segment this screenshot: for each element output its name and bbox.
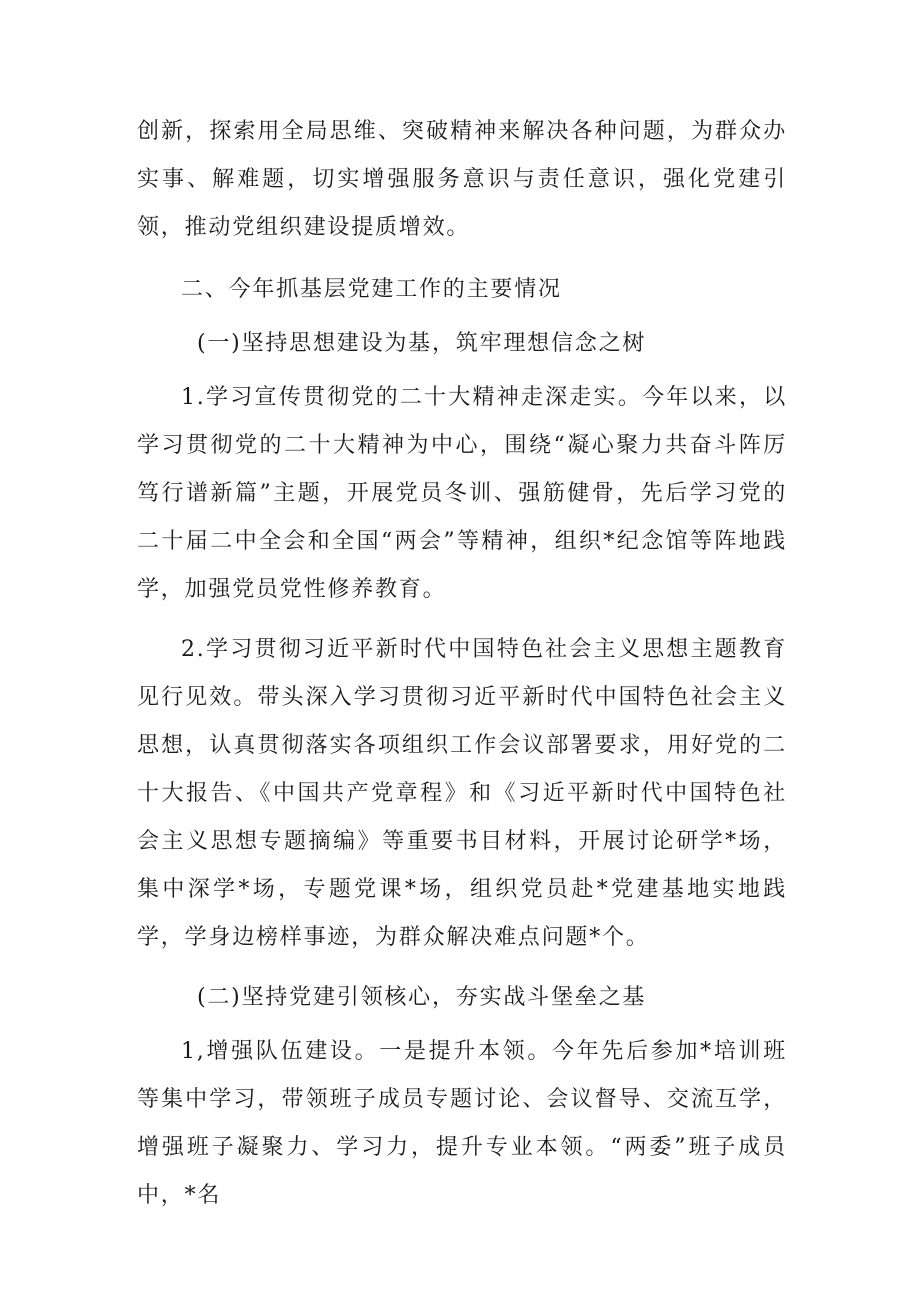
paragraph-continuation: 创新，探索用全局思维、突破精神来解决各种问题，为群众办实事、解难题，切实增强服务意识与责任意识，强化党建引领，推动党组织建设提质增效。 bbox=[137, 119, 787, 240]
document-body bbox=[137, 108, 787, 1220]
paragraph-item-2: 2.学习贯彻习近平新时代中国特色社会主义思想主题教育见行见效。带头深入学习贯彻习近平新时代中国特色社会主义思想，认真贯彻落实各项组织工作会议部署要求，用好党的二十大报告、《中国共产党章程》和《习近平新时代中国特色社会主义思想专题摘编》等重要书目材料，开展讨论研学*场，集中深学*场，专题党课*场，组织党员赴*党建基地实地践学，学身边榜样事迹，为群众解决难点问题*个。 bbox=[137, 637, 787, 950]
paragraph-item-1: 1,增强队伍建设。一是提升本领。今年先后参加*培训班等集中学习，带领班子成员专题讨论、会议督导、交流互学，增强班子凝聚力、学习力，提升专业本领。“两委”班子成员中，*名 bbox=[137, 1039, 787, 1208]
paragraph-item-1: 1.学习宣传贯彻党的二十大精神走深走实。今年以来，以学习贯彻党的二十大精神为中心，围绕“凝心聚力共奋斗阵厉笃行谱新篇”主题，开展党员冬训、强筋健骨，先后学习党的二十届二中全会和全国“两会”等精神，组织*纪念馆等阵地践学，加强党员党性修养教育。 bbox=[137, 385, 787, 602]
sub-heading: (一)坚持思想建设为基，筑牢理想信念之树 bbox=[197, 331, 647, 356]
section-heading: 二、今年抓基层党建工作的主要情况 bbox=[181, 277, 562, 302]
sub-heading: (二)坚持党建引领核心，夯实战斗堡垒之基 bbox=[197, 985, 647, 1010]
